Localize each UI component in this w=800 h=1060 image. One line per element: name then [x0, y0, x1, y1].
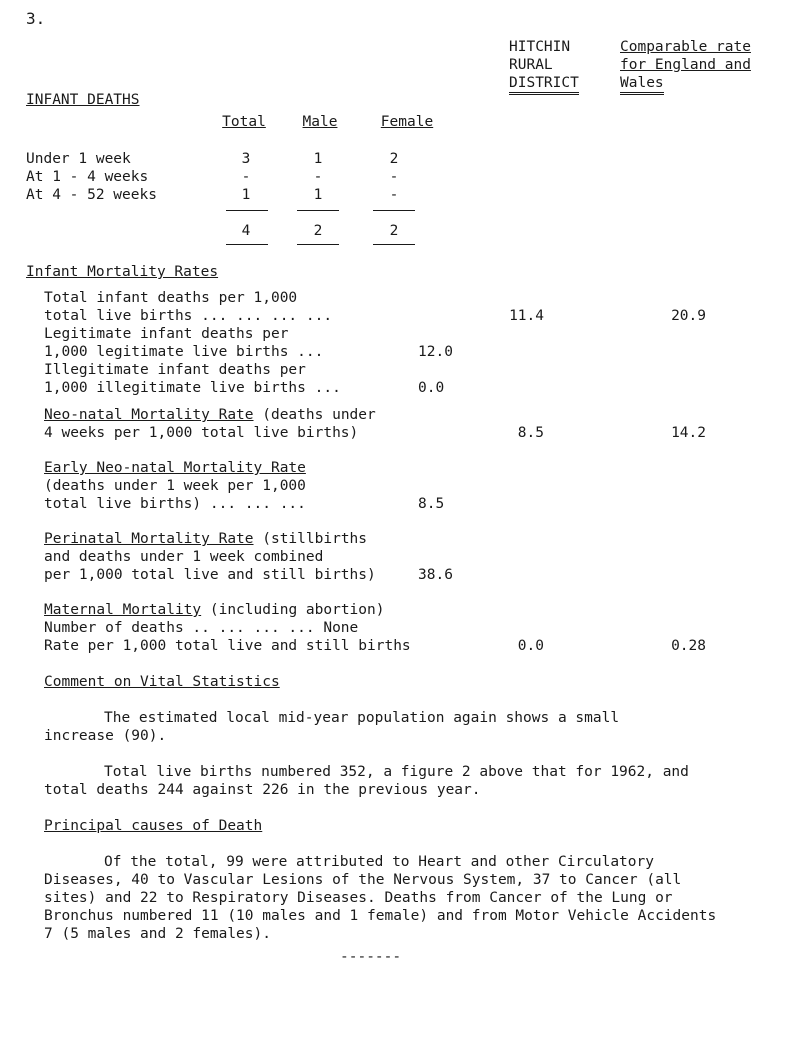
total-column-rule-bottom: [226, 244, 268, 245]
neonatal-line2: 4 weeks per 1,000 total live births): [44, 425, 359, 441]
causes-line4: Bronchus numbered 11 (10 males and 1 female) and from Motor Vehicle Accidents: [44, 908, 717, 924]
row-4-52-weeks-male: 1: [313, 187, 323, 203]
col-female-header: Female: [380, 114, 434, 130]
header-district-line2: RURAL: [509, 57, 553, 73]
imr-line5: Illegitimate infant deaths per: [44, 362, 306, 378]
header-england-line1: Comparable rate: [620, 39, 751, 55]
maternal-heading-line: [44, 601, 384, 619]
header-district-line3: DISTRICT: [509, 74, 579, 95]
imr-england-rate: 20.9: [671, 308, 706, 324]
causes-line5: 7 (5 males and 2 females).: [44, 926, 271, 942]
comment-heading: Comment on Vital Statistics: [44, 674, 280, 690]
neonatal-heading-line: [44, 406, 376, 424]
row-4-52-weeks-female: -: [389, 187, 399, 203]
imr-line4: 1,000 legitimate live births ...: [44, 344, 324, 360]
row-under-1-week-label: Under 1 week: [26, 151, 131, 167]
col-male-header: Male: [302, 114, 338, 130]
perinatal-heading-rest: (stillbirths: [253, 531, 368, 547]
perinatal-line2: and deaths under 1 week combined: [44, 549, 324, 565]
early-neonatal-line2: (deaths under 1 week per 1,000: [44, 478, 306, 494]
infant-deaths-heading: INFANT DEATHS: [26, 92, 140, 108]
header-england-line2: for England and: [620, 57, 751, 73]
row-4-52-weeks-label: At 4 - 52 weeks: [26, 187, 157, 203]
imr-line2: total live births ... ... ... ...: [44, 308, 333, 324]
row-1-4-weeks-total: -: [241, 169, 251, 185]
imr-line3: Legitimate infant deaths per: [44, 326, 289, 342]
imr-line6: 1,000 illegitimate live births ...: [44, 380, 341, 396]
perinatal-heading: Perinatal Mortality Rate: [44, 531, 254, 547]
causes-line2: Diseases, 40 to Vascular Lesions of the Nervous System, 37 to Cancer (all: [44, 872, 682, 888]
causes-line1: Of the total, 99 were attributed to Heart and other Circulatory: [104, 854, 654, 870]
totals-male: 2: [313, 223, 323, 239]
male-column-rule-bottom: [297, 244, 339, 245]
row-4-52-weeks-total: 1: [241, 187, 251, 203]
causes-heading: Principal causes of Death: [44, 818, 263, 834]
male-column-rule-top: [297, 210, 339, 211]
comment-p1-line1: The estimated local mid-year population again shows a small: [104, 710, 620, 726]
maternal-line3: Rate per 1,000 total live and still births: [44, 638, 411, 654]
comment-p2-line2: total deaths 244 against 226 in the previous year.: [44, 782, 481, 798]
early-neonatal-rate: 8.5: [418, 496, 445, 512]
totals-female: 2: [389, 223, 399, 239]
maternal-england-rate: 0.28: [671, 638, 706, 654]
header-england-line3: Wales: [620, 74, 664, 95]
neonatal-england-rate: 14.2: [671, 425, 706, 441]
imr-total-rate: 11.4: [509, 308, 544, 324]
neonatal-rate: 8.5: [517, 425, 544, 441]
imr-illegit-rate: 0.0: [418, 380, 445, 396]
end-rule: -------: [340, 949, 402, 965]
perinatal-line3: per 1,000 total live and still births): [44, 567, 376, 583]
neonatal-heading: Neo-natal Mortality Rate: [44, 407, 254, 423]
comment-p2-line1: Total live births numbered 352, a figure 2 above that for 1962, and: [104, 764, 689, 780]
female-column-rule-top: [373, 210, 415, 211]
imr-legit-rate: 12.0: [418, 344, 453, 360]
total-column-rule-top: [226, 210, 268, 211]
maternal-heading-rest: (including abortion): [201, 602, 385, 618]
row-1-4-weeks-male: -: [313, 169, 323, 185]
col-total-header: Total: [222, 114, 266, 130]
totals-total: 4: [241, 223, 251, 239]
comment-p1-line2: increase (90).: [44, 728, 167, 744]
maternal-heading: Maternal Mortality: [44, 602, 202, 618]
row-1-4-weeks-female: -: [389, 169, 399, 185]
imr-line1: Total infant deaths per 1,000: [44, 290, 298, 306]
row-under-1-week-male: 1: [313, 151, 323, 167]
female-column-rule-bottom: [373, 244, 415, 245]
maternal-rate: 0.0: [517, 638, 544, 654]
page-number: 3.: [26, 9, 46, 28]
maternal-line2: Number of deaths .. ... ... ... None: [44, 620, 359, 636]
row-under-1-week-female: 2: [389, 151, 399, 167]
row-under-1-week-total: 3: [241, 151, 251, 167]
early-neonatal-line3: total live births) ... ... ...: [44, 496, 306, 512]
perinatal-heading-line: [44, 530, 367, 548]
perinatal-rate: 38.6: [418, 567, 453, 583]
causes-line3: sites) and 22 to Respiratory Diseases. Deaths from Cancer of the Lung or: [44, 890, 673, 906]
header-district-line1: HITCHIN: [509, 39, 571, 55]
imr-heading: Infant Mortality Rates: [26, 264, 219, 280]
neonatal-heading-rest: (deaths under: [253, 407, 376, 423]
early-neonatal-heading: Early Neo-natal Mortality Rate: [44, 460, 306, 476]
row-1-4-weeks-label: At 1 - 4 weeks: [26, 169, 149, 185]
